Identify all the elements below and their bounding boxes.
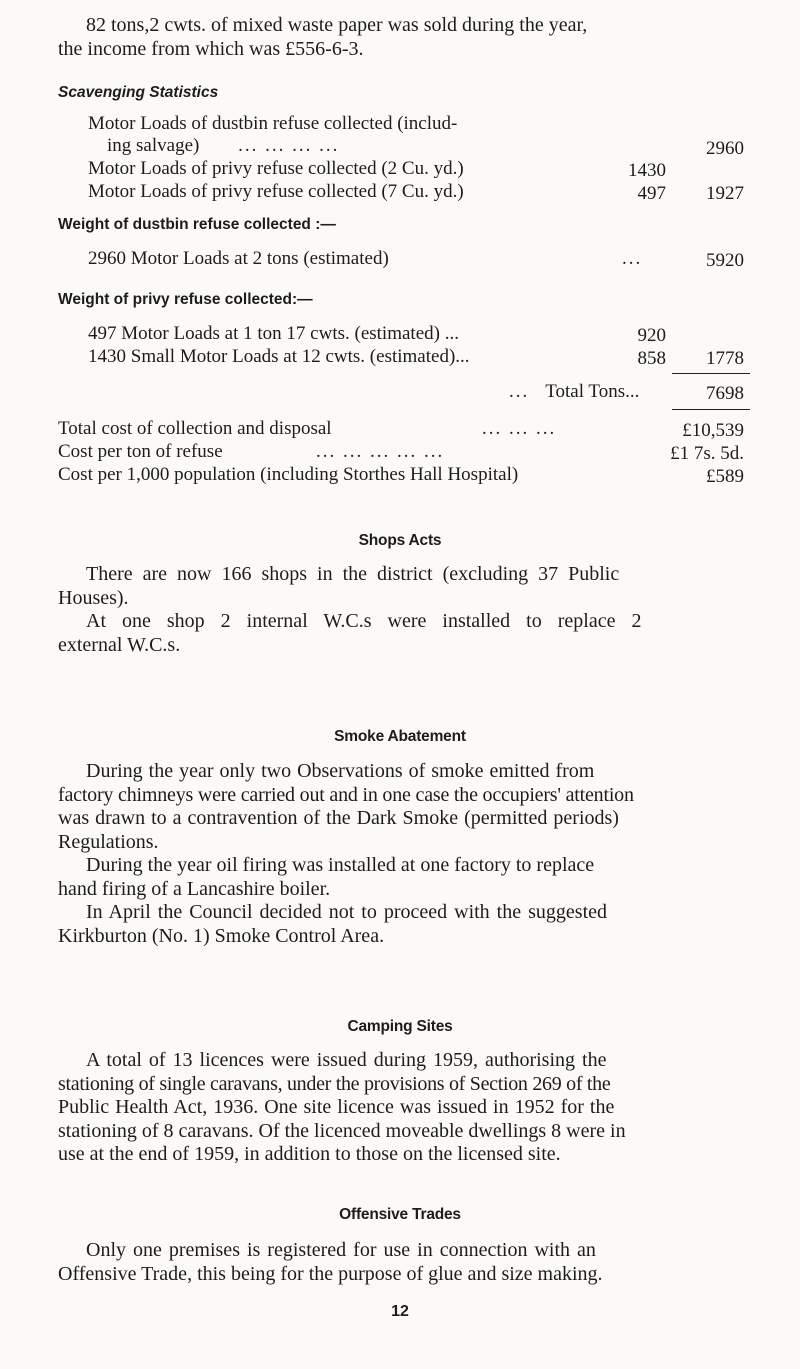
cost-per-ton-value: £1 7s. 5d. <box>670 443 744 464</box>
shops-line-2: Houses). <box>58 586 129 609</box>
shops-line-3: At one shop 2 internal W.C.s were installed to replace 2 <box>86 610 642 632</box>
shops-line-4: external W.C.s. <box>58 633 181 656</box>
smoke-p2-line-1: During the year oil firing was installed at one factory to replace <box>86 854 595 876</box>
smoke-paragraphs <box>58 760 750 948</box>
page-number: 12 <box>391 1303 409 1320</box>
privy-weight-heading: Weight of privy refuse collected:— <box>58 291 313 308</box>
camping-heading: Camping Sites <box>347 1018 453 1035</box>
smoke-p1-line-3: was drawn to a contravention of the Dark Smoke (permitted periods) <box>58 807 619 829</box>
intro-line-2: the income from which was £556-6-3. <box>58 37 364 60</box>
smoke-heading: Smoke Abatement <box>334 728 466 745</box>
smoke-p1-line-1: During the year only two Observations of smoke emitted from <box>86 760 595 782</box>
cost-per-population-label: Cost per 1,000 population (including Storthes Hall Hospital) <box>58 464 519 485</box>
cost-per-population-value: £589 <box>706 466 744 487</box>
smoke-p3-line-1: In April the Council decided not to proceed with the suggested <box>86 901 607 923</box>
cost-per-ton-label: Cost per ton of refuse <box>58 441 223 462</box>
dustbin-weight-total: 5920 <box>706 250 744 271</box>
shops-heading: Shops Acts <box>358 532 442 549</box>
intro-paragraph <box>58 14 758 61</box>
smoke-p1-line-2: factory chimneys were carried out and in one case the occupiers' attention <box>58 783 634 806</box>
smoke-p2-line-2: hand firing of a Lancashire boiler. <box>58 877 331 900</box>
smoke-p3-line-2: Kirkburton (No. 1) Smoke Control Area. <box>58 924 385 947</box>
camping-line-3: Public Health Act, 1936. One site licence was issued in 1952 for the <box>58 1096 615 1118</box>
dustbin-loads-label-2 <box>107 135 339 157</box>
camping-line-5: use at the end of 1959, in addition to those on the licensed site. <box>58 1143 561 1165</box>
privy-weight-row-1-sub: 920 <box>637 325 666 346</box>
scavenging-heading: Scavenging Statistics <box>58 84 219 101</box>
privy-weight-row-2-label: 1430 Small Motor Loads at 12 cwts. (estimated)... <box>88 346 470 367</box>
camping-line-4: stationing of 8 caravans. Of the licenced moveable dwellings 8 were in <box>58 1119 626 1142</box>
dustbin-weight-label: 2960 Motor Loads at 2 tons (estimated) <box>88 248 389 269</box>
dustbin-weight-leader: ... <box>622 248 643 269</box>
intro-line-1: 82 tons,2 cwts. of mixed waste paper was sold during the year, <box>86 14 588 36</box>
privy-loads-total: 1927 <box>706 183 744 204</box>
total-rule-top <box>672 373 750 374</box>
total-tons-row <box>509 381 639 403</box>
cost-per-ton-leader: ... ... ... ... ... <box>316 441 445 462</box>
privy-weight-row-1-label: 497 Motor Loads at 1 ton 17 cwts. (estimated) ... <box>88 323 459 344</box>
total-tons-value: 7698 <box>706 383 744 404</box>
offensive-heading: Offensive Trades <box>339 1206 461 1223</box>
cost-total-label: Total cost of collection and disposal <box>58 418 332 439</box>
camping-line-2: stationing of single caravans, under the provisions of Section 269 of the <box>58 1072 611 1095</box>
dustbin-loads-leader: ... ... ... ... <box>238 135 340 156</box>
shops-line-1: There are now 166 shops in the district (excluding 37 Public <box>86 563 620 585</box>
smoke-p1-line-4: Regulations. <box>58 830 159 853</box>
offensive-line-2: Offensive Trade, this being for the purpose of glue and size making. <box>58 1262 603 1285</box>
dustbin-loads-label-2-text: ing salvage) <box>107 135 200 156</box>
cost-total-value: £10,539 <box>682 420 744 441</box>
dustbin-loads-label-1: Motor Loads of dustbin refuse collected (includ- <box>88 113 458 134</box>
offensive-line-1: Only one premises is registered for use in connection with an <box>86 1239 596 1261</box>
privy-loads-7cu-sub: 497 <box>637 183 666 204</box>
privy-loads-2cu-label: Motor Loads of privy refuse collected (2 Cu. yd.) <box>88 158 464 179</box>
total-rule-bottom <box>672 409 750 410</box>
shops-paragraph <box>58 563 750 657</box>
cost-total-leader: ... ... ... <box>482 418 557 439</box>
total-tons-label: Total Tons... <box>545 381 640 402</box>
privy-weight-total: 1778 <box>706 348 744 369</box>
privy-loads-2cu-sub: 1430 <box>628 160 666 181</box>
privy-weight-row-2-sub: 858 <box>637 348 666 369</box>
offensive-paragraph <box>58 1239 750 1286</box>
privy-loads-7cu-label: Motor Loads of privy refuse collected (7 Cu. yd.) <box>88 181 464 202</box>
dustbin-weight-heading: Weight of dustbin refuse collected :— <box>58 216 336 233</box>
camping-paragraph <box>58 1049 750 1167</box>
camping-line-1: A total of 13 licences were issued during 1959, authorising the <box>86 1049 607 1071</box>
dustbin-loads-total: 2960 <box>706 138 744 159</box>
total-tons-leader: ... <box>509 381 530 402</box>
